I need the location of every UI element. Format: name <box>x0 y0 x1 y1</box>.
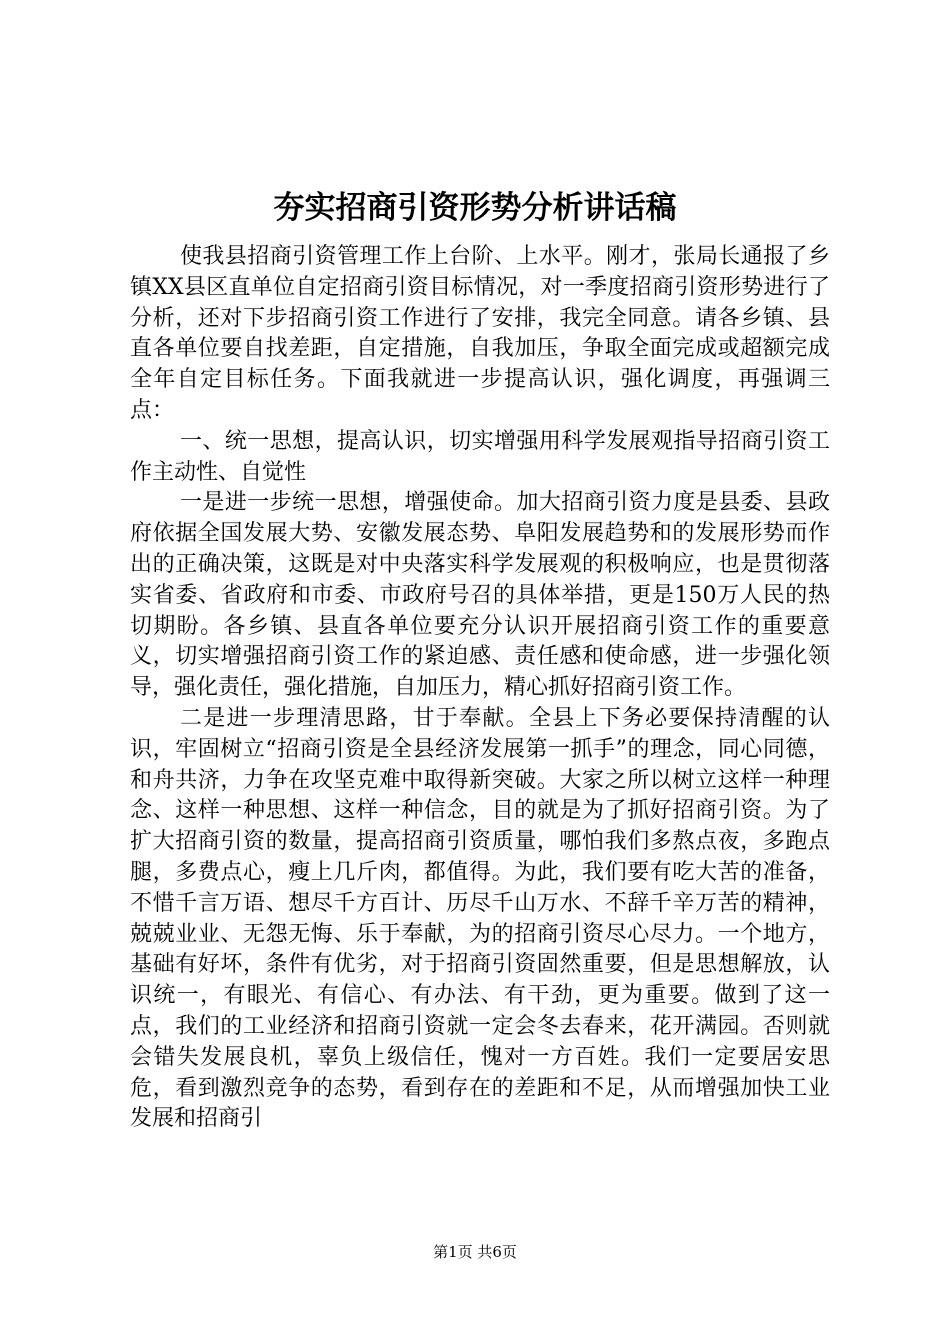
document-title: 夯实招商引资形势分析讲话稿 <box>273 190 677 226</box>
document-body <box>130 242 830 1135</box>
paragraph-point-two: 二是进一步理清思路，甘于奉献。全县上下务必要保持清醒的认识，牢固树立“招商引资是全县经济发展第一抓手”的理念，同心同德，和舟共济，力争在攻坚克难中取得新突破。大家之所以树立这样一种理念、这样一种思想、这样一种信念，目的就是为了抓好招商引资。为了扩大招商引资的数量，提高招商引资质量，哪怕我们多熬点夜，多跑点腿，多费点心，瘦上几斤肉，都值得。为此，我们要有吃大苦的准备，不惜千言万语、想尽千方百计、历尽千山万水、不辞千辛万苦的精神，兢兢业业、无怨无悔、乐于奉献，为的招商引资尽心尽力。一个地方，基础有好坏，条件有优劣，对于招商引资固然重要，但是思想解放，认识统一，有眼光、有信心、有办法、有干劲，更为重要。做到了这一点，我们的工业经济和招商引资就一定会冬去春来，花开满园。否则就会错失发展良机，辜负上级信任，愧对一方百姓。我们一定要居安思危，看到激烈竞争的态势，看到存在的差距和不足，从而增强加快工业发展和招商引 <box>130 705 830 1132</box>
paragraph-intro: 使我县招商引资管理工作上台阶、上水平。刚才，张局长通报了乡镇XX县区直单位自定招商引资目标情况，对一季度招商引资形势进行了分析，还对下步招商引资工作进行了安排，我完全同意。请各乡镇、县直各单位要自找差距，自定措施，自我加压，争取全面完成或超额完成全年自定目标任务。下面我就进一步提高认识，强化调度，再强调三点： <box>130 244 830 423</box>
paragraph-section-heading: 一、统一思想，提高认识，切实增强用科学发展观指导招商引资工作主动性、自觉性 <box>130 428 830 485</box>
page-number-footer: 第1页 共6页 <box>433 1243 517 1261</box>
paragraph-point-one: 一是进一步统一思想，增强使命。加大招商引资力度是县委、县政府依据全国发展大势、安徽发展态势、阜阳发展趋势和的发展形势而作出的正确决策，这既是对中央落实科学发展观的积极响应，也是贯彻落实省委、省政府和市委、市政府号召的具体举措，更是150万人民的热切期盼。各乡镇、县直各单位要充分认识开展招商引资工作的重要意义，切实增强招商引资工作的紧迫感、责任感和使命感，进一步强化领导，强化责任，强化措施，自加压力，精心抓好招商引资工作。 <box>130 490 830 701</box>
